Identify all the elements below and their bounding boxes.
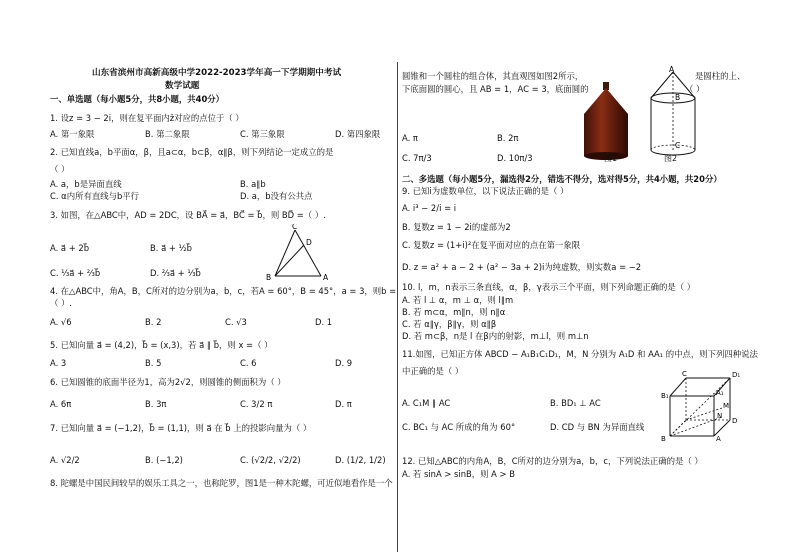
q7-option-c[interactable]: C. (√2/2, √2/2): [240, 455, 301, 465]
q8-option-d[interactable]: D. 10π/3: [497, 153, 533, 163]
q2-stem: 2. 已知直线a，b平面α，β，且a⊂α，b⊂β，α∥β，则下列结论一定成立的是: [50, 147, 334, 157]
q10-option-d[interactable]: D. 若 m⊂β，n是 l 在β内的射影，m⊥l，则 m⊥n: [402, 331, 589, 341]
q4-option-b[interactable]: B. 2: [145, 317, 162, 327]
q5-option-d[interactable]: D. 9: [335, 358, 353, 368]
q9-option-c[interactable]: C. 复数z = (1+i)²在复平面对应的点在第一象限: [402, 240, 581, 250]
q3-label-c: C: [292, 224, 298, 231]
q2-paren: （ ）: [50, 164, 70, 174]
exam-subtitle: 数学试题: [165, 81, 200, 91]
q9-option-b[interactable]: B. 复数z = 1 − 2i的虚部为2: [402, 222, 511, 232]
q6-option-d[interactable]: D. π: [335, 399, 352, 409]
q10-option-c[interactable]: C. 若 α∥γ，β∥γ，则 α∥β: [402, 319, 497, 329]
q4-option-c[interactable]: C. √3: [225, 317, 247, 327]
q6-option-c[interactable]: C. 3/2 π: [240, 399, 273, 409]
q9-stem: 9. 已知i为虚数单位，以下说法正确的是（ ）: [402, 186, 569, 196]
q3-triangle-figure: [265, 224, 345, 282]
q8-option-a[interactable]: A. π: [402, 133, 418, 143]
q8-stem: 8. 陀螺是中国民间较早的娱乐工具之一，也称陀罗，图1是一种木陀螺，可近似地看作是一个: [50, 478, 393, 488]
q8-option-c[interactable]: C. 7π/3: [402, 153, 432, 163]
q8-continuation-2b: （ ）: [685, 84, 705, 94]
cube-label-d: D: [732, 417, 738, 425]
exam-title: 山东省滨州市高新高级中学2022-2023学年高一下学期期中考试: [92, 68, 342, 78]
q3-option-c[interactable]: C. ⅓a⃗ + ⅔b⃗: [50, 268, 101, 278]
column-divider: [397, 62, 398, 552]
q1-option-a[interactable]: A. 第一象限: [50, 129, 95, 139]
q3-option-b[interactable]: B. a⃗ + ½b⃗: [150, 243, 192, 253]
cube-figure: [660, 368, 742, 442]
q6-option-a[interactable]: A. 6π: [50, 399, 72, 409]
q3-option-a[interactable]: A. a⃗ + 2b⃗: [50, 243, 90, 253]
q1-option-c[interactable]: C. 第三象限: [240, 129, 285, 139]
cube-label-d1: D₁: [732, 371, 741, 379]
q7-option-d[interactable]: D. (1/2, 1/2): [335, 455, 386, 465]
q12-stem: 12. 已知△ABC的内角A，B，C所对的边分别为a，b，c，下列说法正确的是（ ）: [402, 456, 703, 466]
cone-cylinder-diagram: [647, 66, 699, 162]
q4-option-a[interactable]: A. √6: [50, 317, 72, 327]
q8-continuation-1b: 是圆柱的上、: [695, 71, 746, 81]
q3-label-a: A: [323, 273, 329, 282]
q7-option-b[interactable]: B. (−1,2): [145, 455, 183, 465]
fig2-label-b: B: [675, 93, 681, 102]
cube-label-a1: A₁: [716, 389, 724, 397]
cube-label-a: A: [716, 435, 721, 442]
q2-option-c[interactable]: C. α内所有直线与b平行: [50, 191, 140, 201]
q2-option-a[interactable]: A. a，b是异面直线: [50, 179, 122, 189]
cube-label-m: M: [723, 402, 730, 410]
q8-option-b[interactable]: B. 2π: [497, 133, 519, 143]
cube-label-n: N: [717, 412, 723, 420]
q6-option-b[interactable]: B. 3π: [145, 399, 167, 409]
section2-heading: 二、多选题（每小题5分，漏选得2分，错选不得分，选对得5分，共4小题，共20分）: [402, 174, 722, 184]
q9-option-d[interactable]: D. z = a² + a − 2 + (a² − 3a + 2)i为纯虚数，则实数a = −2: [402, 262, 642, 272]
q11-stem-2: 中正确的是（ ）: [402, 366, 464, 376]
q11-option-c[interactable]: C. BC₁ 与 AC 所成的角为 60°: [402, 422, 516, 432]
q1-option-b[interactable]: B. 第二象限: [145, 129, 190, 139]
q6-stem: 6. 已知圆锥的底面半径为1，高为2√2，则圆锥的侧面积为（ ）: [50, 377, 286, 387]
cube-label-c1: C: [682, 370, 687, 378]
q10-option-b[interactable]: B. 若 m⊂α，m∥n，则 n∥α: [402, 307, 506, 317]
q8-continuation-2: 下底面圆的圆心，且 AB = 1，AC = 3，底面圆的: [402, 84, 589, 94]
q12-option-a[interactable]: A. 若 sinA > sinB，则 A > B: [402, 469, 515, 479]
q5-option-a[interactable]: A. 3: [50, 358, 67, 368]
q2-option-b[interactable]: B. a∥b: [240, 179, 266, 189]
q1-option-d[interactable]: D. 第四象限: [335, 129, 381, 139]
q3-stem: 3. 如图，在△ABC中，AD = 2DC，设 BA⃗ = a⃗，BC⃗ = b⃗，则 BD⃗ =（ ）.: [50, 210, 326, 220]
q7-option-a[interactable]: A. √2/2: [50, 455, 80, 465]
q1-stem: 1. 设z = 3 − 2i，则在复平面内z̄对应的点位于（ ）: [50, 113, 244, 123]
q4-stem: 4. 在△ABC中，角A，B，C所对的边分别为a，b，c，若A = 60°，B = 45°，a = 3，则b =: [50, 286, 397, 296]
fig2-label-c: C: [675, 141, 681, 150]
q8-continuation-1: 圆锥和一个圆柱的组合体，其直观图如图2所示，: [402, 71, 584, 81]
q9-option-a[interactable]: A. i³ − 2/i = i: [402, 203, 457, 213]
cube-label-b: B: [661, 435, 666, 442]
section1-heading: 一、单选题（每小题5分，共8小题，共40分）: [50, 94, 225, 104]
q5-option-b[interactable]: B. 5: [145, 358, 162, 368]
q11-option-b[interactable]: B. BD₁ ⊥ AC: [550, 398, 601, 408]
q7-stem: 7. 已知向量 a⃗ = (−1,2)，b⃗ = (1,1)，则 a⃗ 在 b⃗ 上的投影向量为（ ）: [50, 423, 312, 433]
cube-label-b1: B₁: [661, 392, 669, 400]
q5-stem: 5. 已知向量 a⃗ = (4,2)，b⃗ = (x,3)，若 a⃗ ∥ b⃗，则 x =（ ）: [50, 340, 273, 350]
fig1-caption: 图1: [604, 154, 618, 163]
q3-option-d[interactable]: D. ⅔a⃗ + ⅓b⃗: [150, 268, 201, 278]
fig2-caption: 图2: [664, 154, 678, 163]
q10-stem: 10. l，m，n表示三条直线，α，β，γ表示三个平面，则下列命题正确的是（ ）: [402, 282, 696, 292]
q4-paren: （ ）.: [50, 298, 73, 308]
q3-label-b: B: [266, 273, 272, 282]
q3-label-d: D: [306, 238, 312, 247]
q11-option-a[interactable]: A. C₁M ∥ AC: [402, 398, 451, 408]
fig2-label-a: A: [669, 66, 675, 74]
q5-option-c[interactable]: C. 6: [240, 358, 257, 368]
spinning-top-photo: [574, 80, 640, 164]
q10-option-a[interactable]: A. 若 l ⊥ α，m ⊥ α，则 l∥m: [402, 295, 514, 305]
q11-option-d[interactable]: D. CD 与 BN 为异面直线: [550, 422, 645, 432]
q2-option-d[interactable]: D. a，b没有公共点: [240, 191, 313, 201]
q11-stem: 11.如图，已知正方体 ABCD − A₁B₁C₁D₁，M，N 分别为 A₁D 和 AA₁ 的中点，则下列四种说法: [402, 349, 758, 359]
q4-option-d[interactable]: D. 1: [315, 317, 333, 327]
